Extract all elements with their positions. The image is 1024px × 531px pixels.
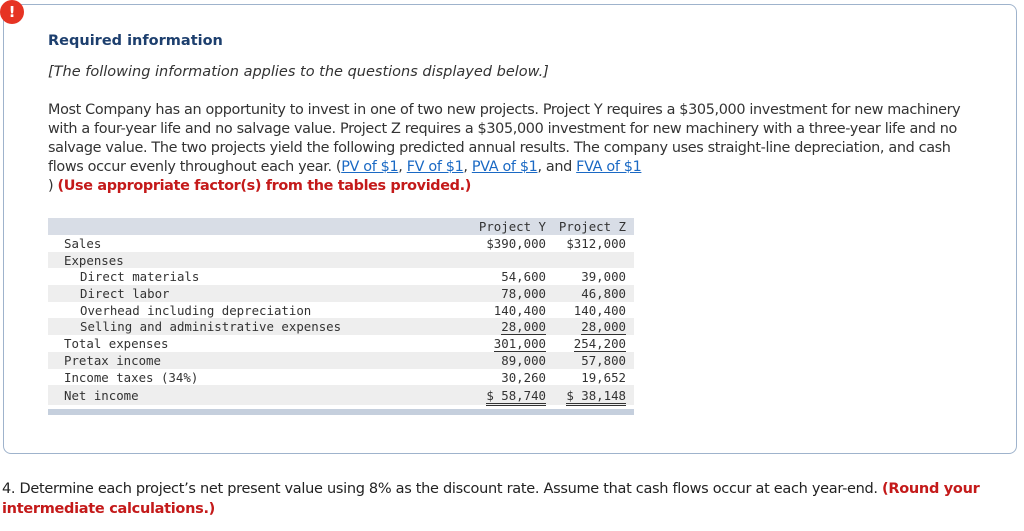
paragraph-close: ): [48, 178, 58, 194]
project-y-value: 89,000: [501, 352, 546, 368]
project-y-value: 28,000: [501, 319, 546, 335]
table-row: [48, 318, 634, 335]
project-y-value: 78,000: [501, 286, 546, 302]
project-z-value: 39,000: [581, 269, 626, 285]
table-header-row: [48, 218, 634, 235]
project-y-value: 30,260: [501, 369, 546, 385]
question-text: 4. Determine each project’s net present value using 8% as the discount rate. Assume that cash flows occur at each year-end.: [2, 481, 883, 497]
row-label: Pretax income: [64, 352, 161, 368]
table-row: [48, 252, 634, 269]
header-project-z: Project Z: [558, 219, 626, 234]
project-y-value: $ 58,740: [486, 388, 546, 406]
row-label: Direct labor: [80, 286, 170, 302]
intro-text: [The following information applies to the questions displayed below.]: [48, 64, 549, 80]
project-z-value: 19,652: [581, 369, 626, 385]
table-row: [48, 335, 634, 352]
table-row: [48, 235, 634, 252]
project-y-value: $390,000: [486, 236, 546, 251]
row-label: Overhead including depreciation: [80, 302, 312, 318]
pv-of-1-link[interactable]: PV of $1: [341, 159, 399, 175]
row-label: Selling and administrative expenses: [80, 319, 342, 335]
question-4: [2, 479, 1012, 519]
project-z-value: 57,800: [581, 352, 626, 368]
separator: ,: [463, 159, 472, 175]
project-y-value: 54,600: [501, 269, 546, 285]
table-row: [48, 352, 634, 369]
table-row: [48, 385, 634, 405]
separator: ,: [398, 159, 407, 175]
project-z-value: 28,000: [581, 319, 626, 335]
row-label: Income taxes (34%): [64, 369, 199, 385]
project-z-value: 140,400: [573, 302, 626, 318]
project-y-value: 140,400: [493, 302, 546, 318]
fva-of-1-link[interactable]: FVA of $1: [576, 159, 642, 175]
pva-of-1-link[interactable]: PVA of $1: [471, 159, 538, 175]
header-project-y: Project Y: [478, 219, 546, 234]
table-footer-bar: [48, 409, 634, 415]
paragraph-body: Most Company has an opportunity to invest in one of two new projects. Project Y requires a $305,000 investment for new machinery with a four-year life and no salvage value. Project Z requires a $305,000 investment for new machinery with a three-year life and no salvage value. The two projects yield the following predicted annual results. The company uses straight-line depreciation, and cash flows occur evenly throughout each year. (: [48, 102, 961, 175]
row-label: Sales: [64, 236, 102, 251]
rounding-instruction: (Round your intermediate calculations.): [2, 481, 980, 517]
project-z-value: $312,000: [566, 236, 626, 251]
project-z-value: 254,200: [573, 336, 626, 352]
table-row: [48, 369, 634, 386]
fv-of-1-link[interactable]: FV of $1: [406, 159, 464, 175]
required-information-title: Required information: [48, 33, 223, 49]
row-label: Direct materials: [80, 269, 200, 285]
row-label: Net income: [64, 388, 139, 404]
project-z-value: 46,800: [581, 286, 626, 302]
factor-instruction: (Use appropriate factor(s) from the tables provided.): [57, 178, 471, 194]
row-label: Expenses: [64, 252, 124, 268]
problem-paragraph: [48, 101, 983, 196]
table-row: [48, 285, 634, 302]
separator: , and: [537, 159, 577, 175]
project-y-value: 301,000: [493, 336, 546, 352]
table-row: [48, 268, 634, 285]
project-z-value: $ 38,148: [566, 388, 626, 406]
income-statement-table: [48, 218, 634, 415]
alert-icon: !: [0, 0, 24, 24]
table-row: [48, 302, 634, 319]
row-label: Total expenses: [64, 336, 169, 352]
